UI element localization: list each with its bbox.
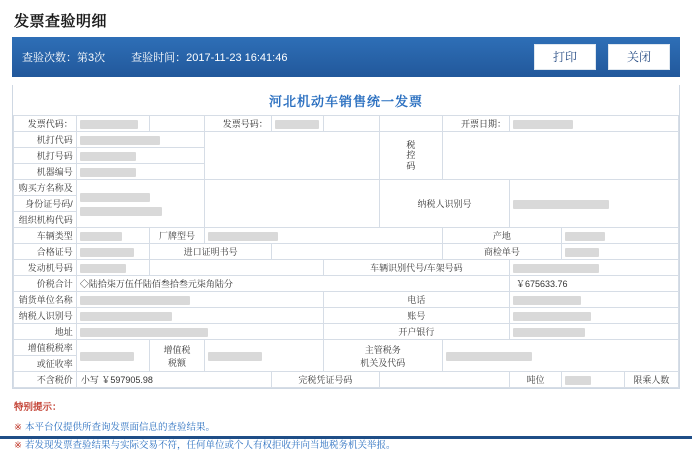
engine-no-label: 发动机号码 xyxy=(14,260,77,276)
buyer-extra-cell xyxy=(204,180,379,228)
amount-excl-tax-value: 小写 ￥597905.98 xyxy=(76,372,271,388)
import-cert-value xyxy=(271,244,442,260)
inspection-no-value xyxy=(561,244,678,260)
machine-serial-value xyxy=(76,164,204,180)
machine-code-value xyxy=(76,132,204,148)
invoice-grid xyxy=(13,115,679,388)
bullet-icon: ※ xyxy=(14,440,22,452)
machine-serial-label: 机器编号 xyxy=(14,164,77,180)
tonnage-value xyxy=(561,372,624,388)
brand-model-value xyxy=(204,228,442,244)
table-row xyxy=(14,116,679,132)
invoice-title: 河北机动车销售统一发票 xyxy=(268,94,423,109)
origin-label: 产地 xyxy=(442,228,561,244)
close-button[interactable]: 关闭 xyxy=(608,44,670,70)
vat-rate-label-line1: 增值税税率 xyxy=(14,340,77,356)
table-row xyxy=(14,308,679,324)
notes-line-1-text: 本平台仅提供所查询发票面信息的查验结果。 xyxy=(24,422,215,434)
page-header xyxy=(0,0,692,37)
engine-no-value xyxy=(76,260,150,276)
buyer-name-label-line2: 身份证号码/ xyxy=(14,196,77,212)
account-label: 账号 xyxy=(323,308,509,324)
phone-value xyxy=(509,292,678,308)
tax-control-code-label: 税 控 码 xyxy=(380,132,443,180)
table-row xyxy=(14,340,679,356)
buyer-taxpayer-id-value xyxy=(509,180,678,228)
tonnage-label: 吨位 xyxy=(509,372,561,388)
seats-label: 限乘人数 xyxy=(624,372,678,388)
vin-value xyxy=(509,260,678,276)
bank-value xyxy=(509,324,678,340)
vat-amount-value xyxy=(204,340,323,372)
certificate-no-value xyxy=(76,244,150,260)
print-button[interactable]: 打印 xyxy=(534,44,596,70)
footer-notes xyxy=(14,399,678,455)
seller-name-value xyxy=(76,292,323,308)
tax-voucher-value xyxy=(380,372,510,388)
account-value xyxy=(509,308,678,324)
notes-line-1 xyxy=(14,419,678,437)
vat-amount-label: 增值税 税额 xyxy=(150,340,204,372)
notes-heading: 特别提示： xyxy=(14,402,62,413)
invoice-number-value xyxy=(271,116,323,132)
invoice-date-label: 开票日期： xyxy=(442,116,509,132)
engine-no-extra xyxy=(150,260,323,276)
invoice-code-label: 发票代码： xyxy=(14,116,77,132)
spacer-cell-3 xyxy=(380,116,443,132)
vat-rate-value xyxy=(76,340,150,372)
table-row xyxy=(14,372,679,388)
bank-label: 开户银行 xyxy=(323,324,509,340)
certificate-no-label: 合格证号 xyxy=(14,244,77,260)
invoice-body xyxy=(12,85,680,389)
table-row xyxy=(14,260,679,276)
phone-label: 电话 xyxy=(323,292,509,308)
invoice-code-value xyxy=(76,116,150,132)
price-total-label: 价税合计 xyxy=(14,276,77,292)
machine-code-extra xyxy=(204,132,379,180)
buyer-taxpayer-id-label: 纳税人识别号 xyxy=(380,180,510,228)
invoice-number-label: 发票号码： xyxy=(204,116,271,132)
spacer-cell-1 xyxy=(150,116,204,132)
table-row xyxy=(14,324,679,340)
vat-rate-label-line2: 或征收率 xyxy=(14,356,77,372)
page-title: 发票查验明细 xyxy=(14,13,108,30)
table-row xyxy=(14,228,679,244)
machine-number-value xyxy=(76,148,204,164)
machine-number-label: 机打号码 xyxy=(14,148,77,164)
address-label: 地址 xyxy=(14,324,77,340)
table-row xyxy=(14,244,679,260)
machine-code-label: 机打代码 xyxy=(14,132,77,148)
check-count: 查验次数：第3次 xyxy=(22,52,106,64)
spacer-cell-2 xyxy=(323,116,379,132)
buyer-name-label-line3: 组织机构代码 xyxy=(14,212,77,228)
amount-excl-tax-label: 不含税价 xyxy=(14,372,77,388)
table-row xyxy=(14,132,679,148)
invoice-date-value xyxy=(509,116,678,132)
buyer-name-label-line1: 购买方名称及 xyxy=(14,180,77,196)
vehicle-type-value xyxy=(76,228,150,244)
table-row xyxy=(14,292,679,308)
tax-authority-value xyxy=(442,340,678,372)
seller-taxpayer-id-value xyxy=(76,308,323,324)
tax-authority-label: 主管税务 机关及代码 xyxy=(323,340,442,372)
table-row xyxy=(14,276,679,292)
check-time: 查验时间：2017-11-23 16:41:46 xyxy=(131,52,288,64)
vin-label: 车辆识别代号/车架号码 xyxy=(323,260,509,276)
price-total-lowercase: ￥675633.76 xyxy=(509,276,678,292)
vehicle-type-label: 车辆类型 xyxy=(14,228,77,244)
bullet-icon: ※ xyxy=(14,422,22,434)
notes-line-2 xyxy=(14,437,678,455)
buyer-name-value xyxy=(76,180,204,228)
import-cert-label: 进口证明书号 xyxy=(150,244,271,260)
table-row xyxy=(14,180,679,196)
brand-model-label: 厂牌型号 xyxy=(150,228,204,244)
price-total-chinese: ◇陆拾柒万伍仟陆佰叁拾叁元柒角陆分 xyxy=(76,276,509,292)
notes-line-2-text: 若发现发票查验结果与实际交易不符，任何单位或个人有权拒收并向当地税务机关举报。 xyxy=(24,440,396,452)
inspection-no-label: 商检单号 xyxy=(442,244,561,260)
origin-value xyxy=(561,228,678,244)
tax-control-code-value xyxy=(442,132,678,180)
seller-taxpayer-id-label: 纳税人识别号 xyxy=(14,308,77,324)
address-value xyxy=(76,324,323,340)
tax-voucher-label: 完税凭证号码 xyxy=(271,372,379,388)
seller-name-label: 销货单位名称 xyxy=(14,292,77,308)
status-band xyxy=(12,37,680,77)
